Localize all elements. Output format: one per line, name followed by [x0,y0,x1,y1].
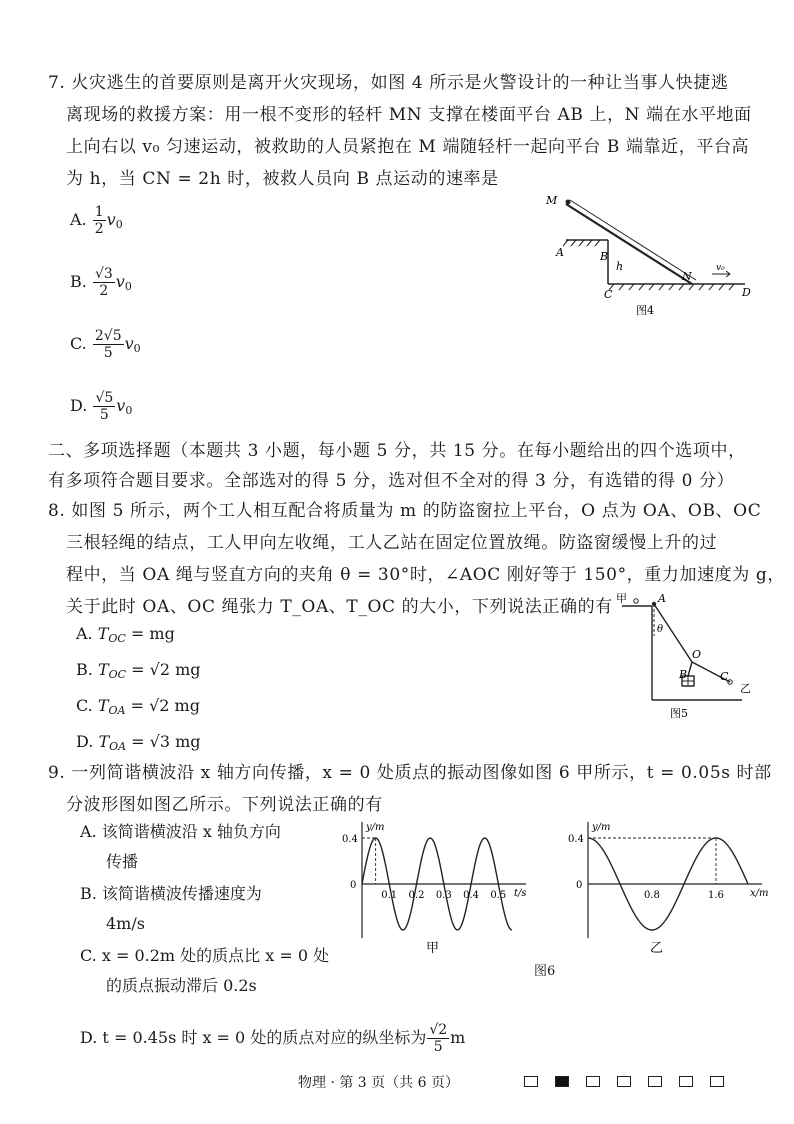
figure-6-caption: 图6 [534,964,556,979]
q9-option-a-2: 传播 [106,852,139,871]
page-indicator-box [555,1076,569,1087]
rescued-person-icon [566,200,571,205]
q9-option-b-1: B. 该简谐横波传播速度为 [80,884,262,903]
page-indicator-box [648,1076,662,1087]
q7-option-a: A. $\frac{1}{2}$ $v_0$ [70,204,123,237]
label-theta: θ [657,624,664,635]
x-tick-label: 0.4 [463,890,479,901]
label-yi: 乙 [740,682,751,695]
q9-option-d: D. t = 0.45s 时 x = 0 处的质点对应的纵坐标为 $\frac{√2}{5}$ m [80,1022,466,1055]
q9-line-2: 分波形图如图乙所示。下列说法正确的有 [66,795,383,815]
q8-line-2: 三根轻绳的结点，工人甲向左收绳，工人乙站在固定位置放绳。防盗窗缓慢上升的过 [66,533,718,553]
rope-ob [688,662,692,676]
label-c: C [720,670,729,683]
q7-line-2: 离现场的救援方案：用一根不变形的轻杆 MN 支撑在楼面平台 AB 上，N 端在水平地面 [66,105,752,125]
q8-option-a: A. $T_{OC}$ = mg [76,624,175,645]
figure-6-yi-chart [566,818,769,958]
figure-5-caption: 图5 [670,707,688,720]
q8-line-4: 关于此时 OA、OC 绳张力 T_OA、T_OC 的大小，下列说法正确的有 [66,597,613,617]
q7-option-c: C. $\frac{2√5}{5}$ $v_0$ [70,328,141,361]
q9-line-1: 9. 一列简谐横波沿 x 轴方向传播，x = 0 处质点的振动图像如图 6 甲所示，t = 0.05s 时部 [48,763,772,783]
label-h: h [616,260,624,273]
x-tick-label: 0.8 [644,890,660,901]
section2-line-1: 二、多项选择题（本题共 3 小题，每小题 5 分，共 15 分。在每小题给出的四个选项中， [48,441,746,461]
label-jia: 甲 [616,592,627,605]
q9-option-b-2: 4m/s [106,914,145,933]
label-b: B [679,668,688,681]
figure-6-panel-label: 甲 [426,941,440,956]
figure-5 [612,588,762,723]
label-d: D [742,286,751,299]
x-tick-label: 0.2 [408,890,425,901]
y-tick-label: 0 [576,880,583,891]
q8-option-c: C. $T_{OA} = √2$ mg [76,696,200,717]
x-tick-label: 0.1 [381,890,398,901]
q7-line-1: 7. 火灾逃生的首要原则是离开火灾现场，如图 4 所示是火警设计的一种让当事人快捷逃 [48,73,729,93]
y-axis-label: y/m [592,822,611,833]
x-axis-label: x/m [750,888,769,899]
q9-option-c-2: 的质点振动滞后 0.2s [106,976,257,995]
label-v0: v₀ [716,263,725,273]
page-indicator-box [617,1076,631,1087]
label-c: C [604,288,613,301]
page-indicator-box [586,1076,600,1087]
q8-line-1: 8. 如图 5 所示，两个工人相互配合将质量为 m 的防盗窗拉上平台，O 点为 OA、OB、OC [48,501,762,521]
label-m: M [546,194,558,207]
label-o: O [692,648,702,661]
rod-mn [566,204,692,284]
x-tick-label: 1.6 [708,890,724,901]
page-indicator-box [524,1076,538,1087]
y-tick-label: 0.4 [342,834,358,845]
page-footer: 物理 · 第 3 页（共 6 页） [298,1075,459,1091]
figure-6-panel-label: 乙 [650,941,664,956]
q9-option-a-1: A. 该简谐横波沿 x 轴负方向 [80,822,281,841]
page-indicator-box [679,1076,693,1087]
q9-option-c-1: C. x = 0.2m 处的质点比 x = 0 处 [80,946,330,965]
q8-option-d: D. $T_{OA} = √3$ mg [76,732,201,753]
y-tick-label: 0 [350,880,357,891]
y-tick-label: 0.4 [568,834,584,845]
figure-6-jia-chart [340,818,530,958]
section2-line-2: 有多项符合题目要求。全部选对的得 5 分，选对但不全对的得 3 分，有选错的得 0 分） [48,471,735,491]
y-axis-label: y/m [366,822,385,833]
q7-line-3: 上向右以 v₀ 匀速运动，被救助的人员紧抱在 M 端随轻杆一起向平台 B 端靠近，平台高 [66,137,750,157]
figure-4 [540,190,760,320]
label-a: A [658,592,666,605]
label-b: B [600,250,609,263]
label-a: A [556,246,564,259]
q7-line-4: 为 h，当 CN = 2h 时，被救人员向 B 点运动的速率是 [66,169,499,189]
page-indicator-box [710,1076,724,1087]
x-axis-label: t/s [514,888,527,899]
q7-option-d: D. $\frac{√5}{5}$ $v_0$ [70,390,133,423]
x-tick-label: 0.5 [490,890,507,901]
q8-line-3: 程中，当 OA 绳与竖直方向的夹角 θ = 30°时，∠AOC 刚好等于 150°，重力加速度为 g， [66,565,785,585]
figure-4-caption: 图4 [636,304,654,317]
q8-option-b: B. $T_{OC} = √2$ mg [76,660,201,681]
label-n: N [682,270,692,283]
x-tick-label: 0.3 [435,890,452,901]
q7-option-b: B. $\frac{√3}{2}$ $v_0$ [70,266,132,299]
